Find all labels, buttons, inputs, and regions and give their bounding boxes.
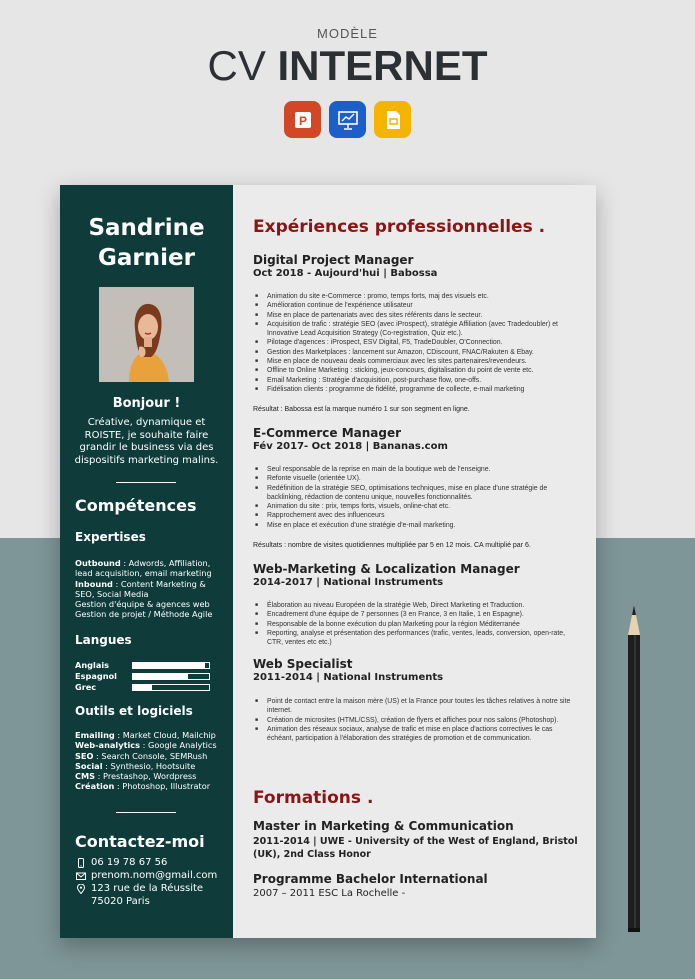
job-bullets xyxy=(253,292,578,394)
language-row xyxy=(75,671,225,682)
job-date: 2011-2014 | National Instruments xyxy=(253,672,444,683)
bullet-item: ■ Gestion des Marketplaces : lancement sur Amazon, CDiscount, FNAC/Rakuten & Ebay. xyxy=(253,348,578,357)
tool-item: CMS : Prestashop, Wordpress xyxy=(75,771,197,782)
job-title: Digital Project Manager xyxy=(253,253,414,267)
bullet-item: ■ Amélioration continue de l'expérience utilisateur xyxy=(253,301,578,310)
svg-text:P: P xyxy=(298,113,307,128)
bullet-item: ■ Pilotage d'agences : iProspect, ESV Digital, F5, TradeDoubler, O'Connection. xyxy=(253,338,578,347)
job-result: Résultat : Babossa est la marque numéro 1 sur son segment en ligne. xyxy=(253,406,470,413)
profile-photo xyxy=(99,287,194,382)
tool-item: Web-analytics : Google Analytics xyxy=(75,740,217,751)
education-detail: 2007 – 2011 ESC La Rochelle - xyxy=(253,888,406,899)
education-title-item: Master in Marketing & Communication xyxy=(253,819,514,833)
language-name: Anglais xyxy=(75,660,110,670)
education-title-item: Programme Bachelor International xyxy=(253,872,488,886)
bullet-item: ■ Rapprochement avec des influenceurs xyxy=(253,511,578,520)
job-date: Fév 2017- Oct 2018 | Bananas.com xyxy=(253,441,448,452)
bullet-item: ■ Élaboration au niveau Européen de la stratégie Web, Direct Marketing et Traduction. xyxy=(253,601,578,610)
expertise-item: Outbound : Adwords, Affiliation, lead acquisition, email marketing xyxy=(75,558,212,579)
sidebar xyxy=(60,185,233,938)
job-title: Web-Marketing & Localization Manager xyxy=(253,562,520,576)
phone-number: 06 19 78 67 56 xyxy=(91,857,168,868)
education-title: Formations . xyxy=(253,788,374,808)
language-name: Espagnol xyxy=(75,671,117,681)
bullet-item: ■ Seul responsable de la reprise en main de la boutique web de l'enseigne. xyxy=(253,465,578,474)
job-title: E-Commerce Manager xyxy=(253,426,402,440)
bullet-item: ■ Animation des réseaux sociaux, analyse de trafic et mise en place d'actions correctives le cas échéant, participation à l'élaboration des stratégies de promotion et de communication. xyxy=(253,725,578,744)
language-level-bar xyxy=(132,684,210,691)
language-name: Grec xyxy=(75,682,97,692)
bullet-item: ■ Encadrement d'une équipe de 7 personnes (3 en France, 3 en Italie, 1 en Espagne). xyxy=(253,610,578,619)
language-row xyxy=(75,660,225,671)
tool-item: Social : Synthesio, Hootsuite xyxy=(75,760,196,771)
bullet-item: ■ Animation du site e-Commerce : promo, temps forts, maj des visuels etc. xyxy=(253,292,578,301)
divider xyxy=(116,482,176,483)
job-bullets xyxy=(253,601,578,647)
tool-item: Création : Photoshop, Illustrator xyxy=(75,781,211,792)
contact-title: Contactez-moi xyxy=(75,832,205,851)
languages-title: Langues xyxy=(75,633,132,647)
job-title: Web Specialist xyxy=(253,657,353,671)
tools-list xyxy=(75,730,225,792)
language-level-bar xyxy=(132,662,210,669)
phone-icon xyxy=(76,858,86,868)
app-icons xyxy=(284,101,411,138)
location-pin-icon xyxy=(76,884,86,894)
language-level-fill xyxy=(133,663,205,668)
bullet-item: ■ Offline to Online Marketing : sticking, jeux-concours, digitalisation du point de vente etc. xyxy=(253,366,578,375)
tools-title: Outils et logiciels xyxy=(75,704,193,718)
bullet-item: ■ Mise en place et exécution d'une stratégie d'e-mail marketing. xyxy=(253,521,578,530)
powerpoint-icon[interactable] xyxy=(284,101,321,138)
bullet-item: ■ Responsable de la bonne exécution du plan Marketing pour la région Méditerranée xyxy=(253,620,578,629)
job-bullets xyxy=(253,465,578,530)
bullet-item: ■ Email Marketing : Stratégie d'acquisition, post-purchase flow, one-offs. xyxy=(253,376,578,385)
bullet-item: ■ Refonte visuelle (orientée UX). xyxy=(253,474,578,483)
job-result: Résultats : nombre de visites quotidiennes multipliée par 5 en 12 mois. CA multiplié par 6. xyxy=(253,542,531,549)
last-name: Garnier xyxy=(98,245,195,271)
title-dot: . xyxy=(361,788,374,808)
language-level-fill xyxy=(133,685,152,690)
bullet-item: ■ Mise en place de nouveau deals commerciaux avec les sites partenaires/revendeurs. xyxy=(253,357,578,366)
bullet-item: ■ Création de microsites (HTML/CSS), création de flyers et affiches pour nos salons (Photoshop). xyxy=(253,716,578,725)
tool-item: SEO : Search Console, SEMRush xyxy=(75,750,208,761)
expertises-list xyxy=(75,558,225,620)
pencil-illustration xyxy=(625,605,643,935)
education-detail: 2011-2014 | UWE - University of the West of England, Bristol (UK), 2nd Class Honor xyxy=(253,836,578,860)
header-subtitle: MODÈLE xyxy=(317,26,378,41)
title-dot: . xyxy=(532,217,546,237)
job-date: Oct 2018 - Aujourd'hui | Babossa xyxy=(253,268,438,279)
job-date: 2014-2017 | National Instruments xyxy=(253,577,444,588)
job-bullets xyxy=(253,697,578,743)
bullet-item: ■ Point de contact entre la maison mère (US) et la France pour toutes les tâches relatives à notre site internet. xyxy=(253,697,578,716)
address-line2: 75020 Paris xyxy=(91,896,150,907)
cv-sheet xyxy=(60,185,596,938)
bullet-item: ■ Fidélisation clients : programme de fidélité, programme de collecte, e-mail marketing xyxy=(253,385,578,394)
address-line1: 123 rue de la Réussite xyxy=(91,883,204,894)
greeting: Bonjour ! xyxy=(112,396,181,411)
language-row xyxy=(75,682,225,693)
tool-item: Emailing : Market Cloud, Mailchip xyxy=(75,730,216,740)
header-title xyxy=(0,40,695,92)
header-title-light: CV xyxy=(207,42,278,89)
bullet-item: ■ Reporting, analyse et présentation des performances (trafic, ventes, leads, conversion, open-rate, CTR, ventes etc etc.) xyxy=(253,629,578,648)
expertise-item: Gestion d'équipe & agences web xyxy=(75,599,210,610)
header-title-bold: INTERNET xyxy=(277,42,488,89)
intro-text: Créative, dynamique et ROISTE, je souhaite faire grandir le business via des dispositifs marketing malins. xyxy=(74,417,219,466)
divider xyxy=(116,812,176,813)
expertise-item: Inbound : Content Marketing & SEO, Social Media xyxy=(75,578,206,599)
mail-icon xyxy=(76,871,86,881)
bullet-item: ■ Mise en place de partenariats avec des sites référents dans le secteur. xyxy=(253,311,578,320)
experience-title: Expériences professionnelles . xyxy=(253,217,546,237)
email-address: prenom.nom@gmail.com xyxy=(91,870,218,881)
expertise-item: Gestion de projet / Méthode Agile xyxy=(75,609,213,620)
language-level-bar xyxy=(132,673,210,680)
bullet-item: ■ Acquisition de trafic : stratégie SEO (avec iProspect), stratégie Affiliation (avec Tradedoubler) et Innovative Lead Acquisition Strategy (Co-registration, Quiz etc.). xyxy=(253,320,578,339)
language-level-fill xyxy=(133,674,188,679)
keynote-icon[interactable] xyxy=(329,101,366,138)
expertises-title: Expertises xyxy=(75,530,146,544)
main-content xyxy=(233,185,596,938)
first-name: Sandrine xyxy=(88,215,205,241)
google-slides-icon[interactable] xyxy=(374,101,411,138)
bullet-item: ■ Redéfinition de la stratégie SEO, optimisations techniques, mise en place d'une stratégie de backlinking, rédaction de contenu unique, nouvelles fonctionnalités. xyxy=(253,484,578,503)
skills-title: Compétences xyxy=(75,496,197,515)
candidate-name xyxy=(60,213,233,273)
bullet-item: ■ Animation du site : prix, temps forts, visuels, online-chat etc. xyxy=(253,502,578,511)
